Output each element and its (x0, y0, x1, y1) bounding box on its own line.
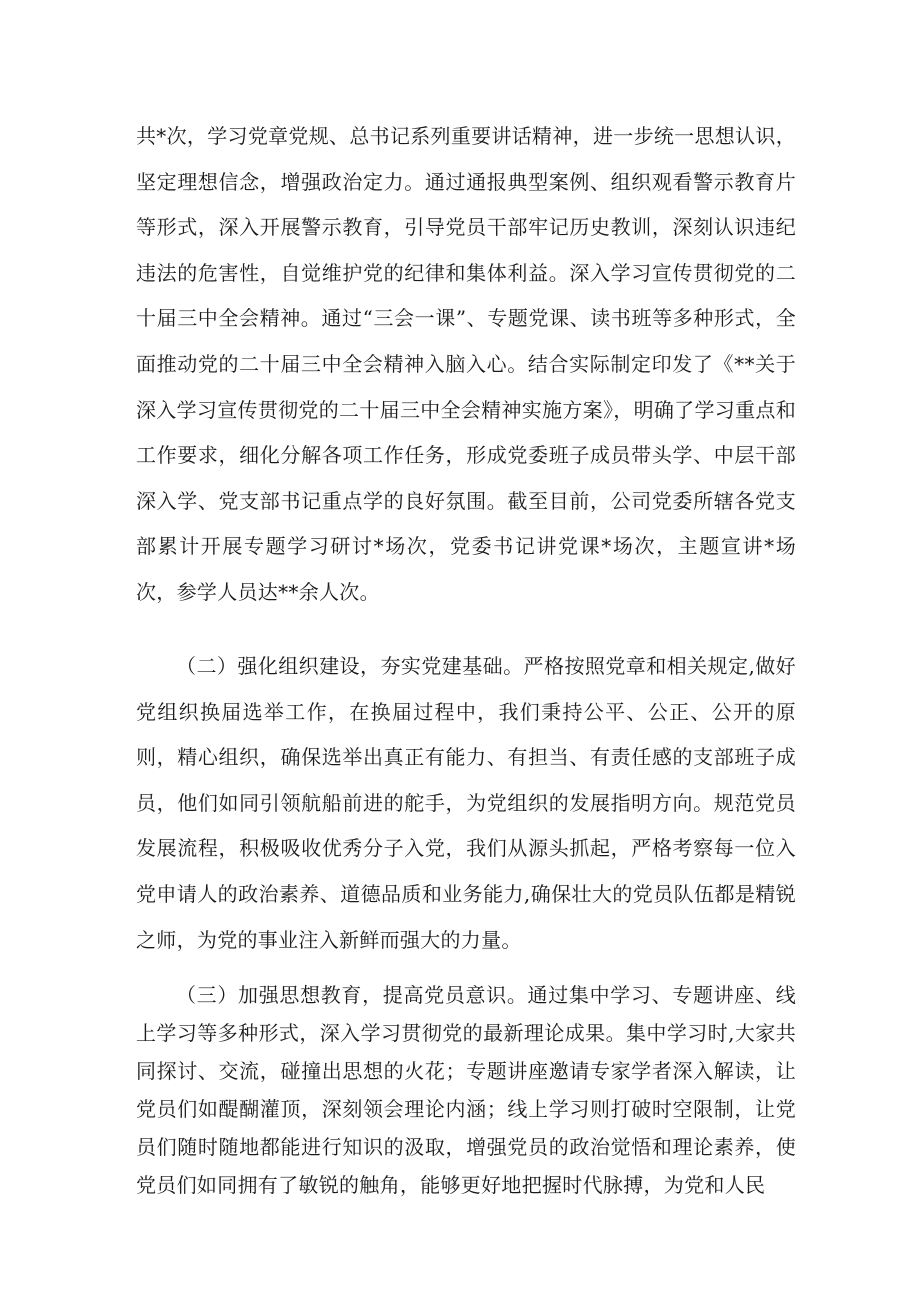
paragraph-section-2: （二）强化组织建设，夯实党建基础。严格按照党章和相关规定,做好党组织换届选举工作，在换届过程中，我们秉持公平、公正、公开的原则，精心组织，确保选举出真正有能力、有担当、有责任感的支部班子成员，他们如同引领航船前进的舵手，为党组织的发展指明方向。规范党员发展流程，积极吸收优秀分子入党，我们从源头抓起，严格考察每一位入党申请人的政治素养、道德品质和业务能力,确保壮大的党员队伍都是精锐之师，为党的事业注入新鲜而强大的力量。 (136, 654, 796, 952)
paragraph-continuation: 共*次，学习党章党规、总书记系列重要讲话精神，进一步统一思想认识，坚定理想信念，增强政治定力。通过通报典型案例、组织观看警示教育片等形式，深入开展警示教育，引导党员干部牢记历史教训，深刻认识违纪违法的危害性，自觉维护党的纪律和集体利益。深入学习宣传贯彻党的二十届三中全会精神。通过“三会一课”、专题党课、读书班等多种形式，全面推动党的二十届三中全会精神入脑入心。结合实际制定印发了《**关于深入学习宣传贯彻党的二十届三中全会精神实施方案》，明确了学习重点和工作要求，细化分解各项工作任务，形成党委班子成员带头学、中层干部深入学、党支部书记重点学的良好氛围。截至目前，公司党委所辖各党支部累计开展专题学习研讨*场次，党委书记讲党课*场次，主题宣讲*场次，参学人员达**余人次。 (136, 124, 796, 604)
paragraph-section-3: （三）加强思想教育，提高党员意识。通过集中学习、专题讲座、线上学习等多种形式，深入学习贯彻党的最新理论成果。集中学习时,大家共同探讨、交流，碰撞出思想的火花；专题讲座邀请专家学者深入解读，让党员们如醍醐灌顶，深刻领会理论内涵；线上学习则打破时空限制，让党员们随时随地都能进行知识的汲取，增强党员的政治觉悟和理论素养，使党员们如同拥有了敏锐的触角，能够更好地把握时代脉搏，为党和人民 (136, 983, 796, 1197)
